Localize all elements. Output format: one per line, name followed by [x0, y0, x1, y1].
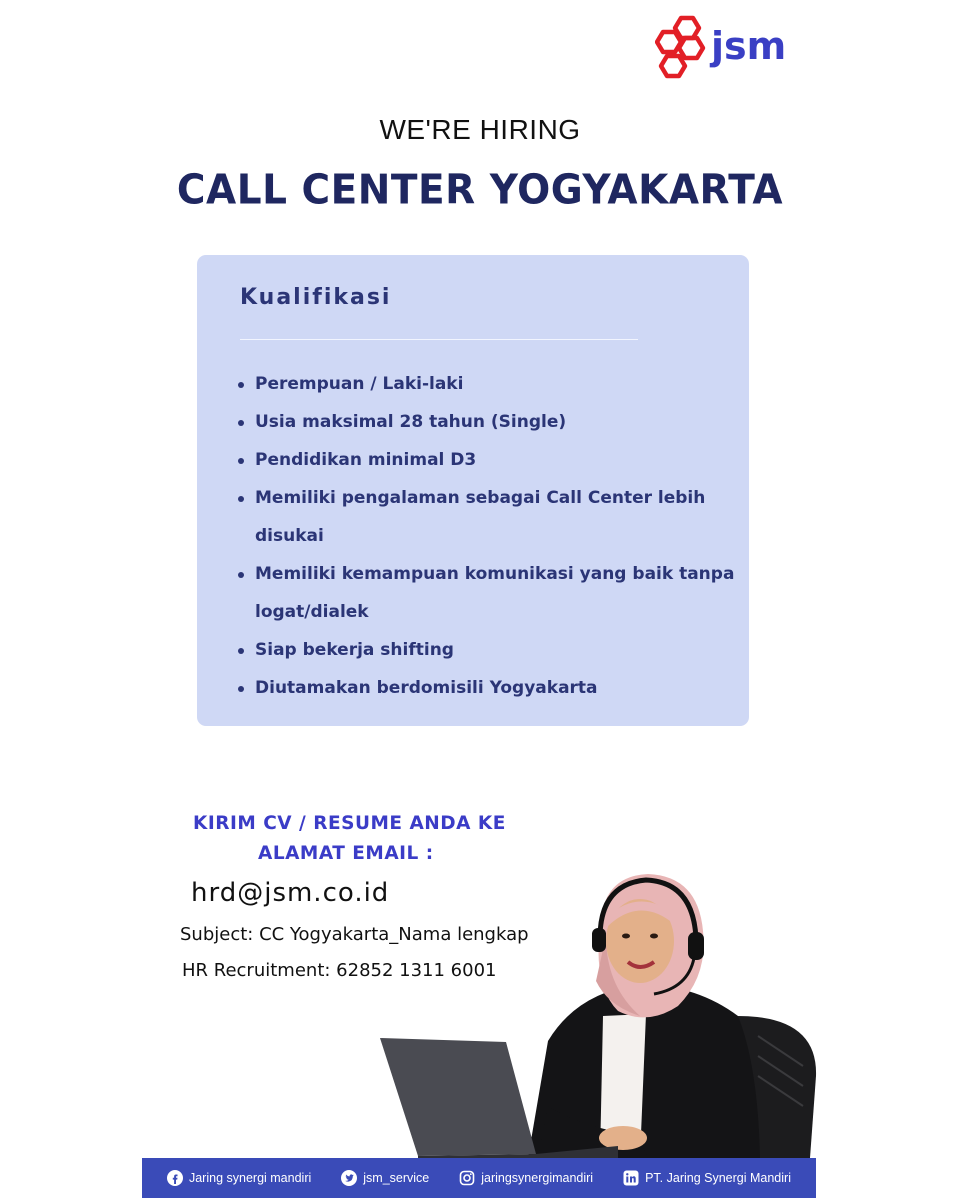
- qualifications-card: [197, 255, 749, 726]
- bullet-icon: [238, 496, 244, 502]
- email-subject: Subject: CC Yogyakarta_Nama lengkap: [180, 924, 529, 945]
- qualifications-heading: Kualifikasi: [240, 285, 392, 310]
- list-item: Memiliki kemampuan komunikasi yang baik tanpa logat/dialek: [237, 555, 737, 631]
- contact-email[interactable]: hrd@jsm.co.id: [191, 878, 390, 908]
- twitter-icon: [341, 1170, 357, 1186]
- bullet-icon: [238, 458, 244, 464]
- hexagon-cluster-icon: [655, 14, 711, 80]
- bullet-icon: [238, 420, 244, 426]
- logo-text: jsm: [711, 24, 787, 68]
- divider: [240, 339, 638, 340]
- list-item: Siap bekerja shifting: [237, 631, 737, 669]
- social-link-instagram[interactable]: jaringsynergimandiri: [459, 1170, 593, 1186]
- instagram-icon: [459, 1170, 475, 1186]
- facebook-icon: [167, 1170, 183, 1186]
- social-link-twitter[interactable]: jsm_service: [341, 1170, 429, 1186]
- linkedin-icon: [623, 1170, 639, 1186]
- qualifications-list: [237, 365, 737, 707]
- list-item: Memiliki pengalaman sebagai Call Center lebih disukai: [237, 479, 737, 555]
- social-link-facebook[interactable]: Jaring synergi mandiri: [167, 1170, 311, 1186]
- social-link-linkedin[interactable]: PT. Jaring Synergi Mandiri: [623, 1170, 791, 1186]
- send-cv-line-1: KIRIM CV / RESUME ANDA KE: [193, 813, 506, 834]
- bullet-icon: [238, 686, 244, 692]
- hiring-subtitle: WE'RE HIRING: [379, 114, 581, 145]
- bullet-icon: [238, 382, 244, 388]
- laptop: [380, 1038, 536, 1156]
- call-center-agent-illustration: [378, 866, 818, 1158]
- list-item: Pendidikan minimal D3: [237, 441, 737, 479]
- list-item: Diutamakan berdomisili Yogyakarta: [237, 669, 737, 707]
- job-title: CALL CENTER YOGYAKARTA: [176, 166, 784, 215]
- list-item: Perempuan / Laki-laki: [237, 365, 737, 403]
- list-item: Usia maksimal 28 tahun (Single): [237, 403, 737, 441]
- send-cv-line-2: ALAMAT EMAIL :: [258, 843, 434, 864]
- bullet-icon: [238, 572, 244, 578]
- hr-phone: HR Recruitment: 62852 1311 6001: [182, 960, 497, 981]
- jsm-logo: [655, 14, 795, 80]
- bullet-icon: [238, 648, 244, 654]
- social-footer: [142, 1158, 816, 1198]
